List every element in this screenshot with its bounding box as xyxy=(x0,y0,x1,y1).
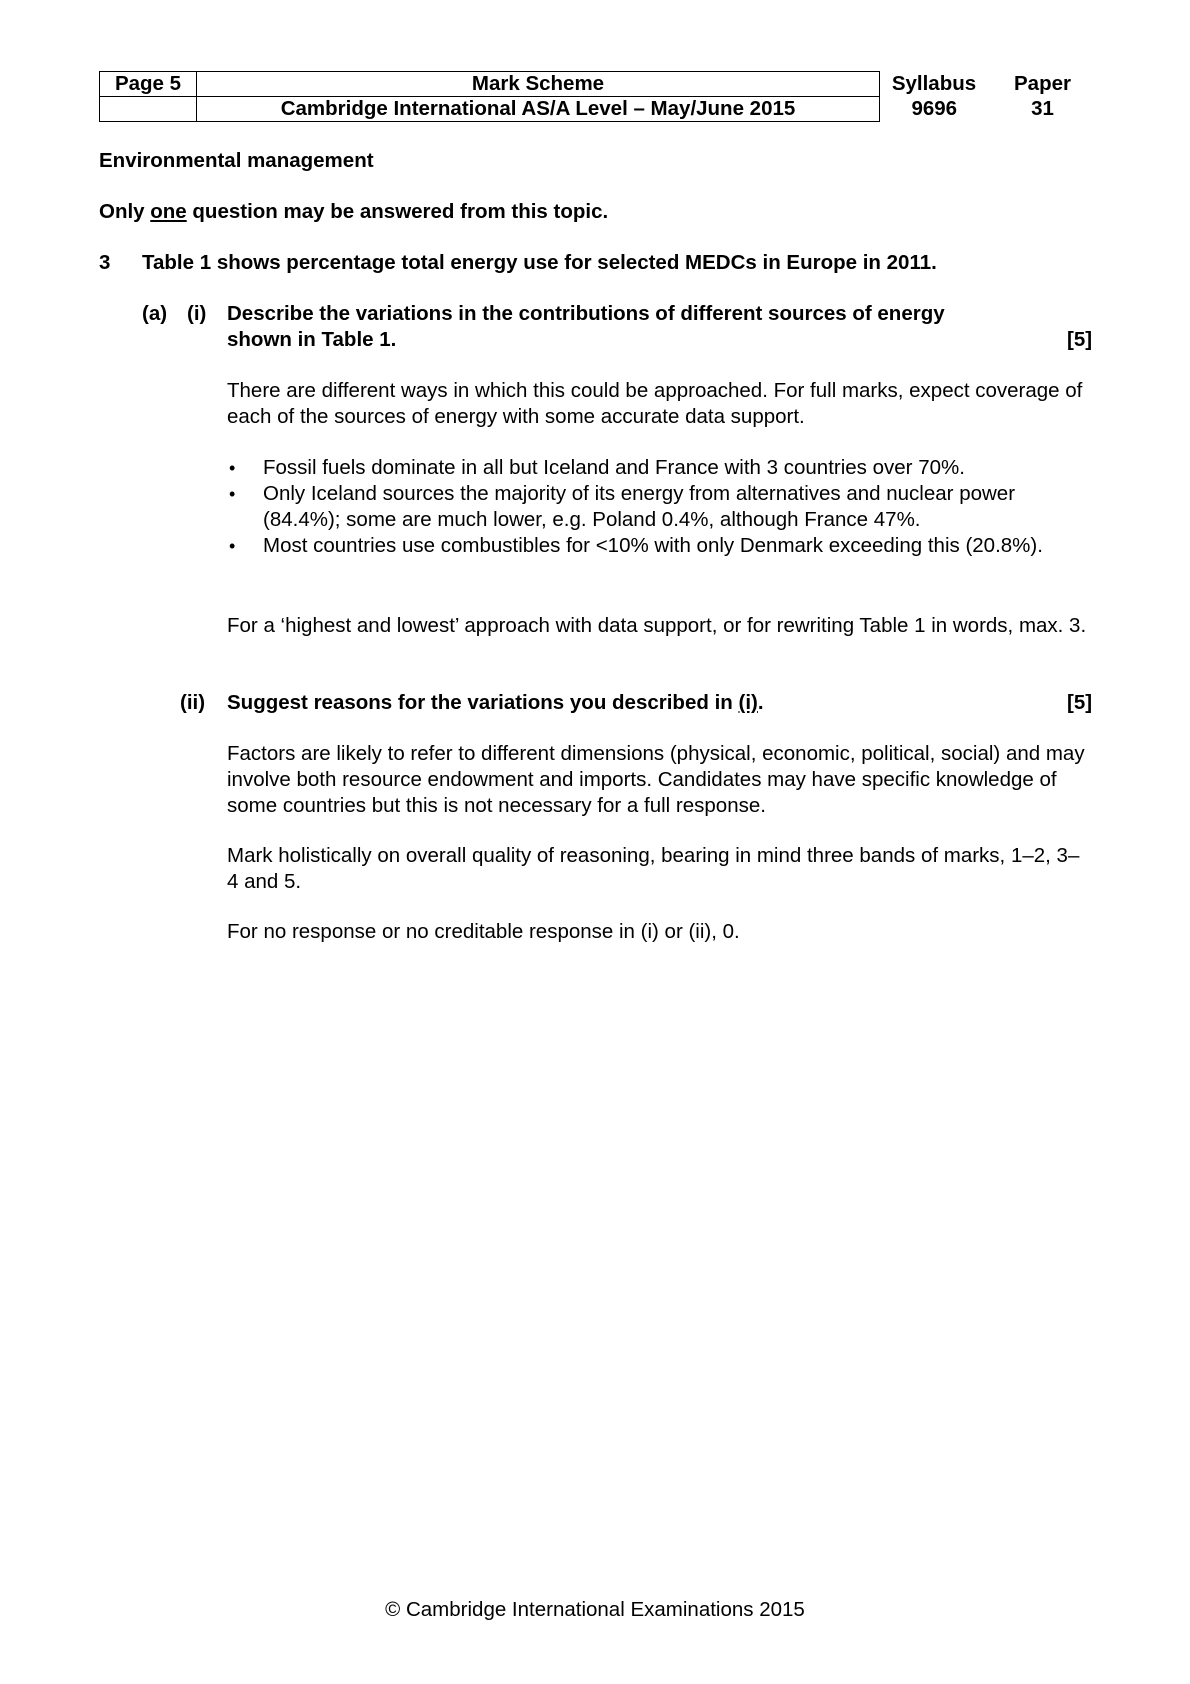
bullet-text: Most countries use combustibles for <10% with only Denmark exceeding this (20.8%). xyxy=(263,534,1043,557)
list-item xyxy=(227,455,1087,481)
part-a-ii-para3: For no response or no creditable response in (i) or (ii), 0. xyxy=(227,920,740,943)
instruction-after: question may be answered from this topic. xyxy=(186,200,609,223)
question-number: 3 xyxy=(99,251,111,274)
instruction-before: Only xyxy=(99,200,151,223)
paper-value: 31 xyxy=(1031,97,1054,120)
part-a-i-marks: [5] xyxy=(1067,328,1093,351)
part-a-ii-prompt xyxy=(227,690,764,716)
syllabus-label: Syllabus xyxy=(891,72,977,95)
syllabus-value: 9696 xyxy=(911,97,958,120)
list-item xyxy=(227,481,1087,533)
part-a-label: (a) xyxy=(142,302,168,325)
list-item xyxy=(227,533,1087,559)
question-text: Table 1 shows percentage total energy use for selected MEDCs in Europe in 2011. xyxy=(142,251,937,274)
bullet-text: Fossil fuels dominate in all but Iceland and France with 3 countries over 70%. xyxy=(263,456,965,479)
part-a-ii-para2: Mark holistically on overall quality of reasoning, bearing in mind three bands of marks, 1–2, 3–4 and 5. xyxy=(227,844,1080,893)
instruction-underlined: one xyxy=(150,200,187,223)
part-a-i-prompt-line1: Describe the variations in the contributions of different sources of energy xyxy=(227,302,945,325)
part-a-i-intro: There are different ways in which this could be approached. For full marks, expect coverage of each of the sources of energy with some accurate data support. xyxy=(227,379,1083,428)
bullet-icon: • xyxy=(229,484,236,504)
part-i-label: (i) xyxy=(187,302,207,325)
section-heading: Environmental management xyxy=(99,149,374,172)
header-table xyxy=(99,71,1097,122)
paper-label: Paper xyxy=(1014,72,1071,95)
part-a-ii-prompt-before: Suggest reasons for the variations you described in xyxy=(227,691,739,714)
mark-scheme-title: Mark Scheme xyxy=(197,72,880,97)
part-a-ii-para1: Factors are likely to refer to different dimensions (physical, economic, political, social) and may involve both resource endowment and imports. Candidates may have specific knowledge of some countries but this is not necessary for a full response. xyxy=(227,742,1085,817)
part-a-i-bullet-list xyxy=(227,455,1087,559)
part-a-ii-prompt-after: . xyxy=(757,691,764,714)
part-a-i-prompt-line2: shown in Table 1. xyxy=(227,328,397,351)
bullet-icon: • xyxy=(229,536,236,556)
part-a-i-prompt xyxy=(227,301,1047,353)
part-ii-label: (ii) xyxy=(180,691,206,714)
bullet-icon: • xyxy=(229,458,236,478)
part-a-i-note: For a ‘highest and lowest’ approach with data support, or for rewriting Table 1 in words, max. 3. xyxy=(227,614,1087,637)
bullet-text: Only Iceland sources the majority of its energy from alternatives and nuclear power (84.4%); some are much lower, e.g. Poland 0.4%, although France 47%. xyxy=(263,482,1016,531)
page-number: Page 5 xyxy=(100,72,197,97)
part-a-ii-prompt-ref: (i) xyxy=(738,691,758,714)
page-number-blank xyxy=(100,97,197,122)
part-a-ii-marks: [5] xyxy=(1067,691,1093,714)
instruction xyxy=(99,199,608,225)
copyright-footer: © Cambridge International Examinations 2015 xyxy=(385,1598,805,1621)
exam-subtitle: Cambridge International AS/A Level – May/June 2015 xyxy=(197,97,880,122)
